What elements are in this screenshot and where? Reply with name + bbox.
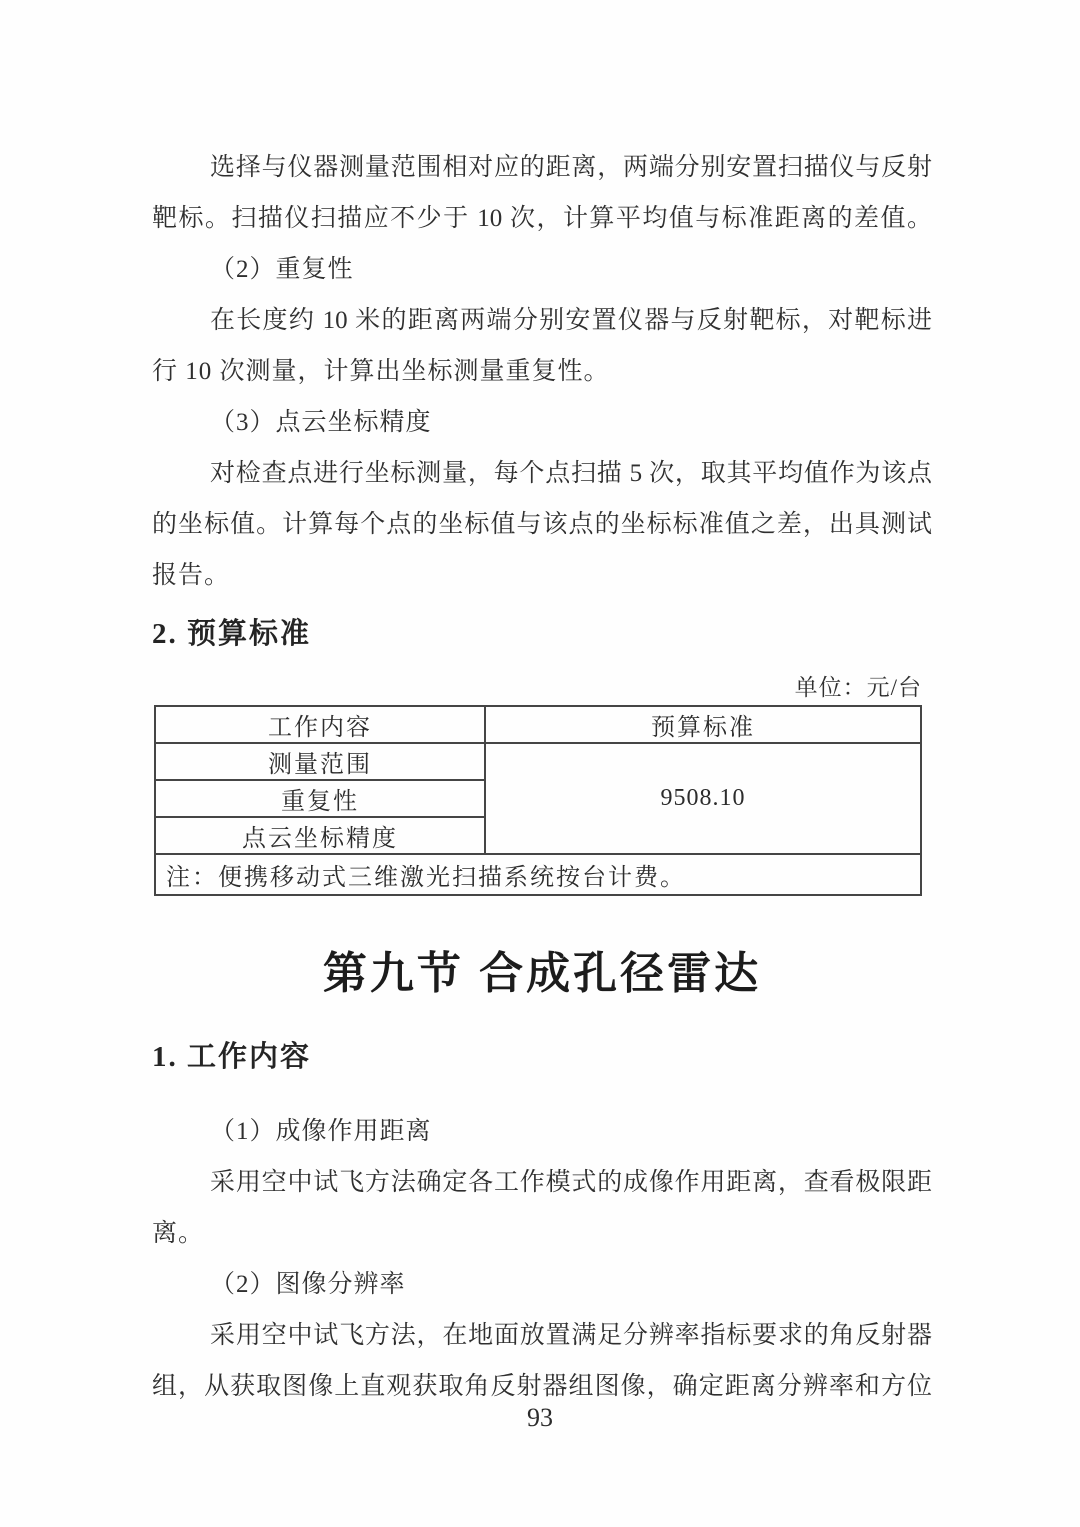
item-label-repeatability: （2）重复性 [210,256,354,283]
table-note-cell: 注：便携移动式三维激光扫描系统按台计费。 [155,854,921,895]
body-line-pointcloud-3: 报告。 [152,562,231,589]
body-line-repeat-2: 行 10 次测量，计算出坐标测量重复性。 [152,358,610,385]
body-line-resolution-1: 采用空中试飞方法，在地面放置满足分辨率指标要求的角反射器 [210,1322,932,1349]
work-content-heading: 1. 工作内容 [152,1041,312,1073]
body-line-resolution-2: 组，从获取图像上直观获取角反射器组图像，确定距离分辨率和方位 [152,1373,932,1400]
budget-table [154,705,922,896]
budget-standard-heading: 2. 预算标准 [152,618,312,650]
page-number: 93 [527,1403,553,1432]
table-header-work-content: 工作内容 [155,706,485,743]
section-title-sar: 第九节 合成孔径雷达 [322,949,762,998]
body-line-pointcloud-1: 对检查点进行坐标测量，每个点扫描 5 次，取其平均值作为该点 [210,460,932,487]
body-line-distance-2: 离。 [152,1220,205,1247]
table-header-budget-standard: 预算标准 [485,706,921,743]
body-line-range-1: 选择与仪器测量范围相对应的距离，两端分别安置扫描仪与反射 [210,154,932,181]
table-cell-repeatability: 重复性 [155,780,485,817]
body-line-repeat-1: 在长度约 10 米的距离两端分别安置仪器与反射靶标，对靶标进 [210,307,932,334]
body-line-distance-1: 采用空中试飞方法确定各工作模式的成像作用距离，查看极限距 [210,1169,932,1196]
body-line-range-2: 靶标。扫描仪扫描应不少于 10 次，计算平均值与标准距离的差值。 [152,205,932,232]
item-label-image-resolution: （2）图像分辨率 [210,1271,406,1298]
table-row-measure-range [155,743,921,780]
table-cell-budget-value: 9508.10 [485,743,921,854]
table-unit-label: 单位：元/台 [794,675,922,700]
body-line-pointcloud-2: 的坐标值。计算每个点的坐标值与该点的坐标标准值之差，出具测试 [152,511,932,538]
item-label-imaging-distance: （1）成像作用距离 [210,1118,432,1145]
table-cell-pointcloud-accuracy: 点云坐标精度 [155,817,485,854]
table-note-row [155,854,921,895]
table-cell-measure-range: 测量范围 [155,743,485,780]
item-label-pointcloud: （3）点云坐标精度 [210,409,432,436]
table-header-row [155,706,921,743]
